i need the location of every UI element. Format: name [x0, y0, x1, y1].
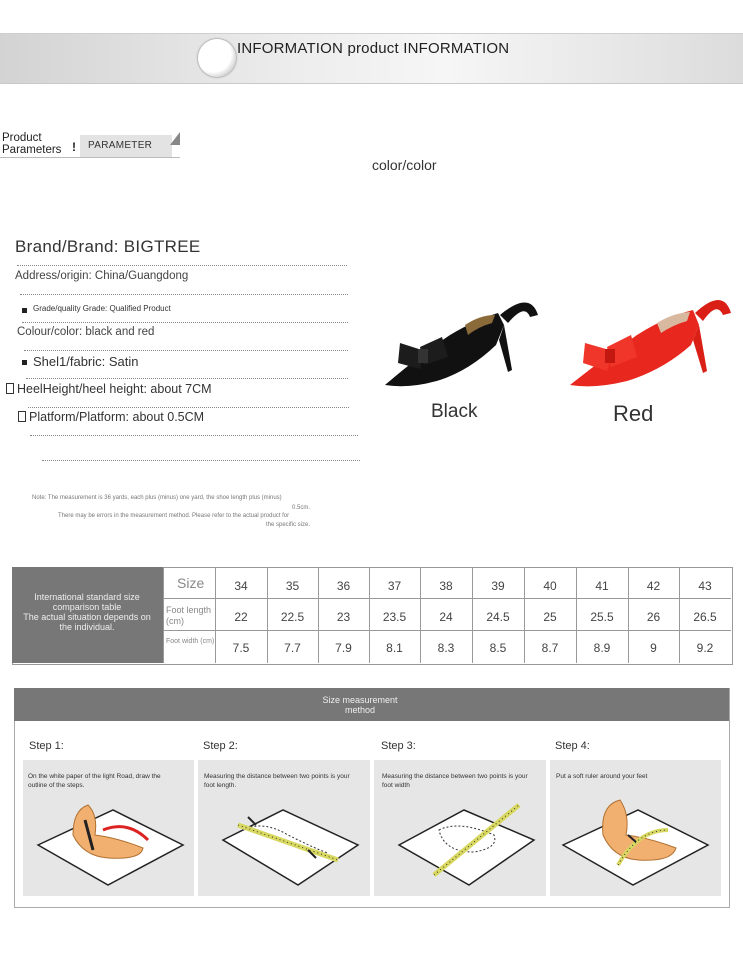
shoe-label-red: Red — [613, 401, 654, 426]
foot-width-cell: 7.9 — [335, 641, 352, 655]
step-3-text — [382, 772, 528, 790]
step-3-label: Step 3: — [381, 740, 416, 752]
param-tab-left-label — [2, 132, 61, 156]
foot-width-cell: 9 — [650, 641, 657, 655]
foot-length-cell: 26 — [646, 610, 661, 624]
step-2-card — [198, 760, 370, 896]
spec-divider — [22, 322, 348, 323]
missing-glyph-icon — [6, 383, 14, 394]
steps-title-line1: Size measurement — [322, 695, 398, 705]
step-3-card — [374, 760, 546, 896]
color-heading: color/color — [372, 157, 437, 173]
size-table-side-line2: comparison table — [52, 602, 122, 612]
size-cell: 36 — [336, 579, 351, 593]
shoe-label-black: Black — [431, 401, 478, 422]
foot-length-cell: 26.5 — [693, 610, 717, 624]
foot-width-cell: 8.9 — [593, 641, 611, 655]
step-4-text: Put a soft ruler around your feet — [556, 773, 648, 780]
step-1-text-line2: outline of the steps. — [28, 782, 85, 789]
step-3-text-line1: Measuring the distance between two points is your — [382, 773, 528, 780]
size-cell: 43 — [698, 579, 712, 593]
size-table-side-line1: International standard size — [34, 592, 140, 602]
note-line3: There may be errors in the measurement method. Please refer to the actual product for — [58, 513, 290, 519]
table-col-line — [163, 567, 164, 663]
size-cell: 37 — [387, 579, 402, 593]
size-table-side-text — [14, 592, 160, 632]
table-row-line — [163, 630, 731, 631]
step-4-label: Step 4: — [555, 740, 590, 752]
header-title: INFORMATION product INFORMATION — [237, 40, 510, 57]
foot-length-cell: 22 — [234, 610, 248, 624]
foot-length-cell: 25 — [543, 610, 557, 624]
size-cell: 34 — [234, 579, 248, 593]
spec-divider — [28, 407, 349, 408]
measurement-steps-title — [300, 695, 420, 715]
foot-length-cell: 25.5 — [590, 610, 614, 624]
spec-platform-row — [18, 410, 204, 424]
step-2-illustration — [208, 795, 363, 890]
step-3-illustration — [384, 790, 539, 890]
foot-width-cell: 7.7 — [284, 641, 301, 655]
size-cell: 39 — [491, 579, 505, 593]
bullet-icon — [22, 308, 27, 313]
spec-heel-row — [6, 382, 212, 396]
note-line4: the specific size. — [266, 522, 311, 528]
size-table-side-line3: The actual situation depends on — [23, 612, 151, 622]
spec-divider — [42, 460, 360, 461]
spec-divider — [30, 435, 358, 436]
spec-grade-row — [22, 298, 171, 316]
param-tab-line2: Parameters — [2, 144, 62, 156]
row-head-foot-width: Foot width (cm) — [166, 638, 215, 645]
bullet-icon — [22, 360, 27, 365]
row-head-foot-length — [166, 605, 211, 627]
foot-width-cell: 8.3 — [437, 641, 455, 655]
spec-fabric: Shel1/fabric: Satin — [33, 354, 139, 369]
size-cell: 42 — [646, 579, 661, 593]
param-tab-line1: Product — [2, 132, 42, 144]
foot-width-cell: 8.5 — [489, 641, 507, 655]
step-1-label: Step 1: — [29, 740, 64, 752]
spec-fabric-row — [22, 354, 139, 369]
spec-colour: Colour/color: black and red — [17, 326, 155, 338]
note-line2: 0.5cm. — [292, 505, 311, 511]
spec-divider — [17, 265, 347, 266]
row-head-size: Size — [177, 575, 205, 591]
size-cell: 40 — [543, 579, 557, 593]
size-cell: 35 — [285, 579, 300, 593]
black-shoe-image — [380, 285, 540, 395]
steps-title-line2: method — [344, 705, 376, 715]
foot-length-cell: 24 — [439, 610, 453, 624]
missing-glyph-icon — [18, 411, 26, 422]
step-2-text — [204, 772, 350, 790]
foot-length-cell: 23.5 — [382, 610, 407, 624]
row-head-length-1: Foot length — [166, 605, 212, 615]
spec-address: Address/origin: China/Guangdong — [15, 270, 189, 282]
step-4-illustration — [558, 790, 713, 890]
step-1-text — [28, 772, 161, 790]
spec-divider — [20, 294, 348, 295]
step-1-illustration — [33, 790, 188, 890]
row-head-length-2: (cm) — [166, 616, 184, 626]
step-4-card — [550, 760, 721, 896]
step-2-text-line1: Measuring the distance between two points is your — [204, 773, 350, 780]
foot-width-cell: 8.7 — [541, 641, 559, 655]
size-cell: 41 — [595, 579, 609, 593]
spec-platform: Platform/Platform: about 0.5CM — [29, 410, 205, 424]
foot-width-cell: 9.2 — [696, 641, 714, 655]
step-1-text-line1: On the white paper of the light Road, draw the — [28, 773, 161, 780]
step-2-label: Step 2: — [203, 740, 238, 752]
step-1-card — [23, 760, 194, 896]
spec-divider — [26, 378, 348, 379]
spec-brand: Brand/Brand: BIGTREE — [15, 237, 201, 256]
param-tab-underline — [0, 157, 180, 158]
foot-width-cell: 7.5 — [232, 641, 250, 655]
table-row-line — [163, 598, 731, 599]
size-cell: 38 — [439, 579, 453, 593]
param-tab-exclamation: ! — [72, 140, 76, 154]
foot-length-cell: 23 — [336, 610, 351, 624]
spec-heel: HeelHeight/heel height: about 7CM — [17, 382, 212, 396]
foot-length-cell: 24.5 — [486, 610, 510, 624]
size-table-side-line4: the individual. — [59, 622, 115, 632]
step-3-text-line2: foot width — [382, 782, 410, 789]
spec-divider — [24, 350, 348, 351]
red-shoe-image — [565, 285, 735, 395]
foot-width-cell: 8.1 — [386, 641, 403, 655]
spec-grade: Grade/quality Grade: Qualified Product — [33, 304, 171, 313]
param-tab-corner — [170, 132, 180, 145]
foot-length-cell: 22.5 — [280, 610, 305, 624]
note-line1: Note: The measurement is 36 yards, each plus (minus) one yard, the shoe length plus (minus) — [32, 495, 282, 501]
header-circle-ornament — [198, 39, 236, 77]
step-2-text-line2: foot length. — [204, 782, 237, 789]
param-tab-label: PARAMETER — [88, 140, 153, 151]
